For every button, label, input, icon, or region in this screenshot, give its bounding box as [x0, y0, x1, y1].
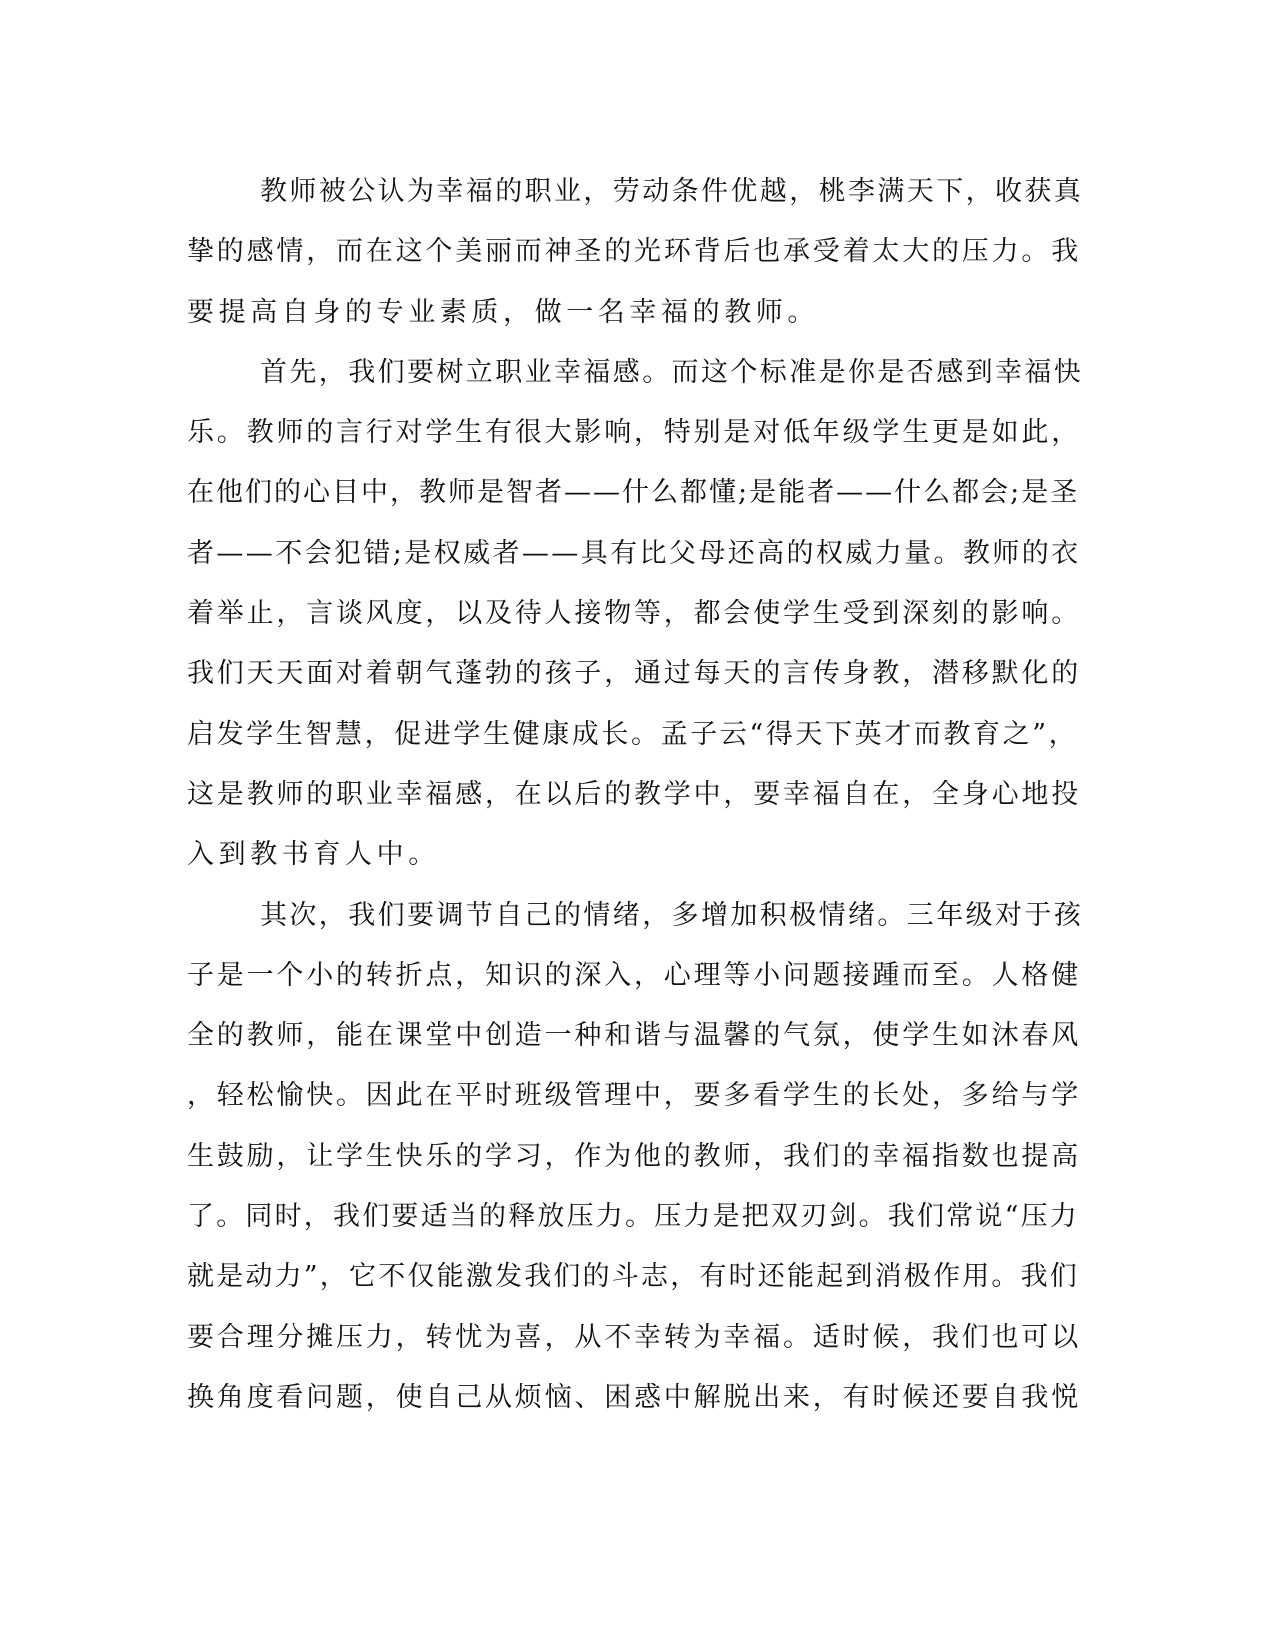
text-line: 入到教书育人中。 [187, 839, 440, 871]
text-line: 其次，我们要调节自己的情绪，多增加积极情绪。三年级对于孩 [260, 899, 1084, 931]
text-line: 启发学生智慧，促进学生健康成长。孟子云“得天下英才而教育之”， [187, 718, 1079, 750]
text-line: 在他们的心目中，教师是智者——什么都懂;是能者——什么都会;是圣 [187, 477, 1080, 509]
text-line: 子是一个小的转折点，知识的深入，心理等小问题接踵而至。人格健 [187, 959, 1081, 991]
text-line: 乐。教师的言行对学生有很大影响，特别是对低年级学生更是如此， [187, 417, 1081, 449]
text-line: 就是动力”，它不仅能激发我们的斗志，有时还能起到消极作用。我们 [187, 1261, 1080, 1293]
text-line: 换角度看问题，使自己从烦恼、困惑中解脱出来，有时候还要自我悦 [187, 1381, 1081, 1413]
text-line: 了。同时，我们要适当的释放压力。压力是把双刃剑。我们常说“压力 [187, 1201, 1080, 1233]
text-line: ，轻松愉快。因此在平时班级管理中，要多看学生的长处，多给与学 [187, 1080, 1081, 1112]
text-line: 着举止，言谈风度，以及待人接物等，都会使学生受到深刻的影响。 [187, 598, 1081, 630]
text-line: 要合理分摊压力，转忧为喜，从不幸转为幸福。适时候，我们也可以 [187, 1321, 1081, 1353]
text-line: 者——不会犯错;是权威者——具有比父母还高的权威力量。教师的衣 [187, 537, 1081, 569]
text-line: 首先，我们要树立职业幸福感。而这个标准是你是否感到幸福快 [260, 356, 1084, 388]
text-line: 要提高自身的专业素质，做一名幸福的教师。 [187, 296, 819, 328]
text-line: 生鼓励，让学生快乐的学习，作为他的教师，我们的幸福指数也提高 [187, 1140, 1081, 1172]
text-line: 我们天天面对着朝气蓬勃的孩子，通过每天的言传身教，潜移默化的 [187, 658, 1081, 690]
document-body [187, 162, 1083, 1428]
text-line: 这是教师的职业幸福感，在以后的教学中，要幸福自在，全身心地投 [187, 778, 1081, 810]
text-line: 教师被公认为幸福的职业，劳动条件优越，桃李满天下，收获真 [260, 176, 1084, 207]
text-line: 全的教师，能在课堂中创造一种和谐与温馨的气氛，使学生如沐春风 [187, 1020, 1081, 1052]
text-line: 挚的感情，而在这个美丽而神圣的光环背后也承受着太大的压力。我 [187, 236, 1081, 268]
